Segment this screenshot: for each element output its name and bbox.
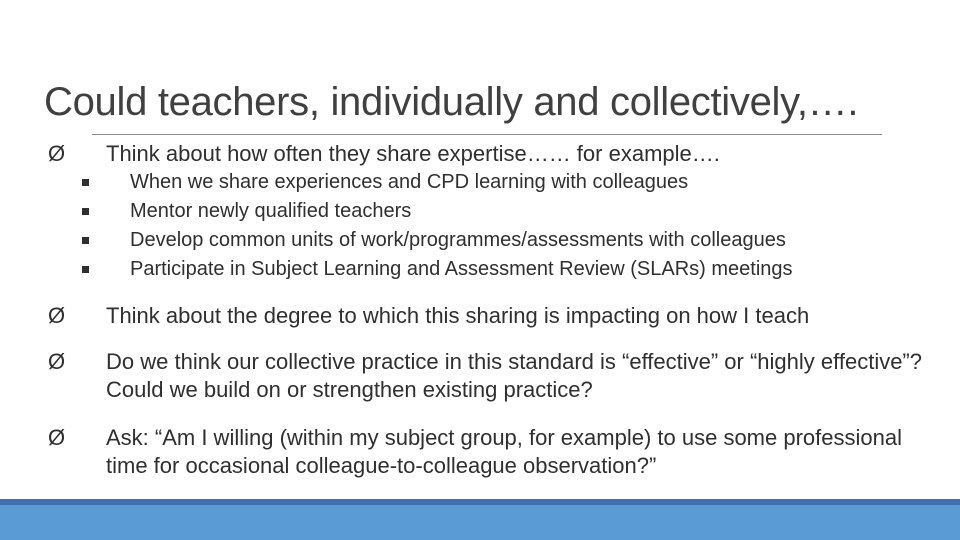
slide-title: Could teachers, individually and collectively,…. (44, 80, 859, 124)
sub-bullet-list (82, 168, 942, 284)
arrow-bullet-icon: Ø (48, 425, 66, 450)
arrow-bullet-icon: Ø (48, 141, 66, 166)
arrow-bullet-icon: Ø (48, 303, 66, 328)
square-bullet-icon (82, 266, 89, 273)
square-bullet-icon (82, 208, 89, 215)
square-bullet-icon (82, 237, 89, 244)
list-item (82, 226, 942, 255)
title-divider (92, 134, 882, 135)
sub-bullet-text: When we share experiences and CPD learning with colleagues (130, 171, 689, 193)
list-item (82, 255, 942, 284)
sub-bullet-text: Mentor newly qualified teachers (130, 200, 412, 222)
footer-band (0, 505, 960, 540)
square-bullet-icon (82, 179, 89, 186)
list-item (82, 197, 942, 226)
bullet-text: Think about the degree to which this sharing is impacting on how I teach (106, 303, 810, 328)
sub-bullet-text: Develop common units of work/programmes/assessments with colleagues (130, 229, 786, 251)
bullet-text: Think about how often they share expertise…… for example…. (106, 141, 720, 166)
bullet-text: Do we think our collective practice in this standard is “effective” or “highly effective”? Could we build on or strengthen existing practice? (106, 349, 922, 402)
sub-bullet-text: Participate in Subject Learning and Assessment Review (SLARs) meetings (130, 258, 793, 280)
list-item (82, 168, 942, 197)
bullet-text: Ask: “Am I willing (within my subject group, for example) to use some professional time for occasional colleague-to-colleague observation?” (106, 425, 902, 478)
arrow-bullet-icon: Ø (48, 349, 66, 374)
